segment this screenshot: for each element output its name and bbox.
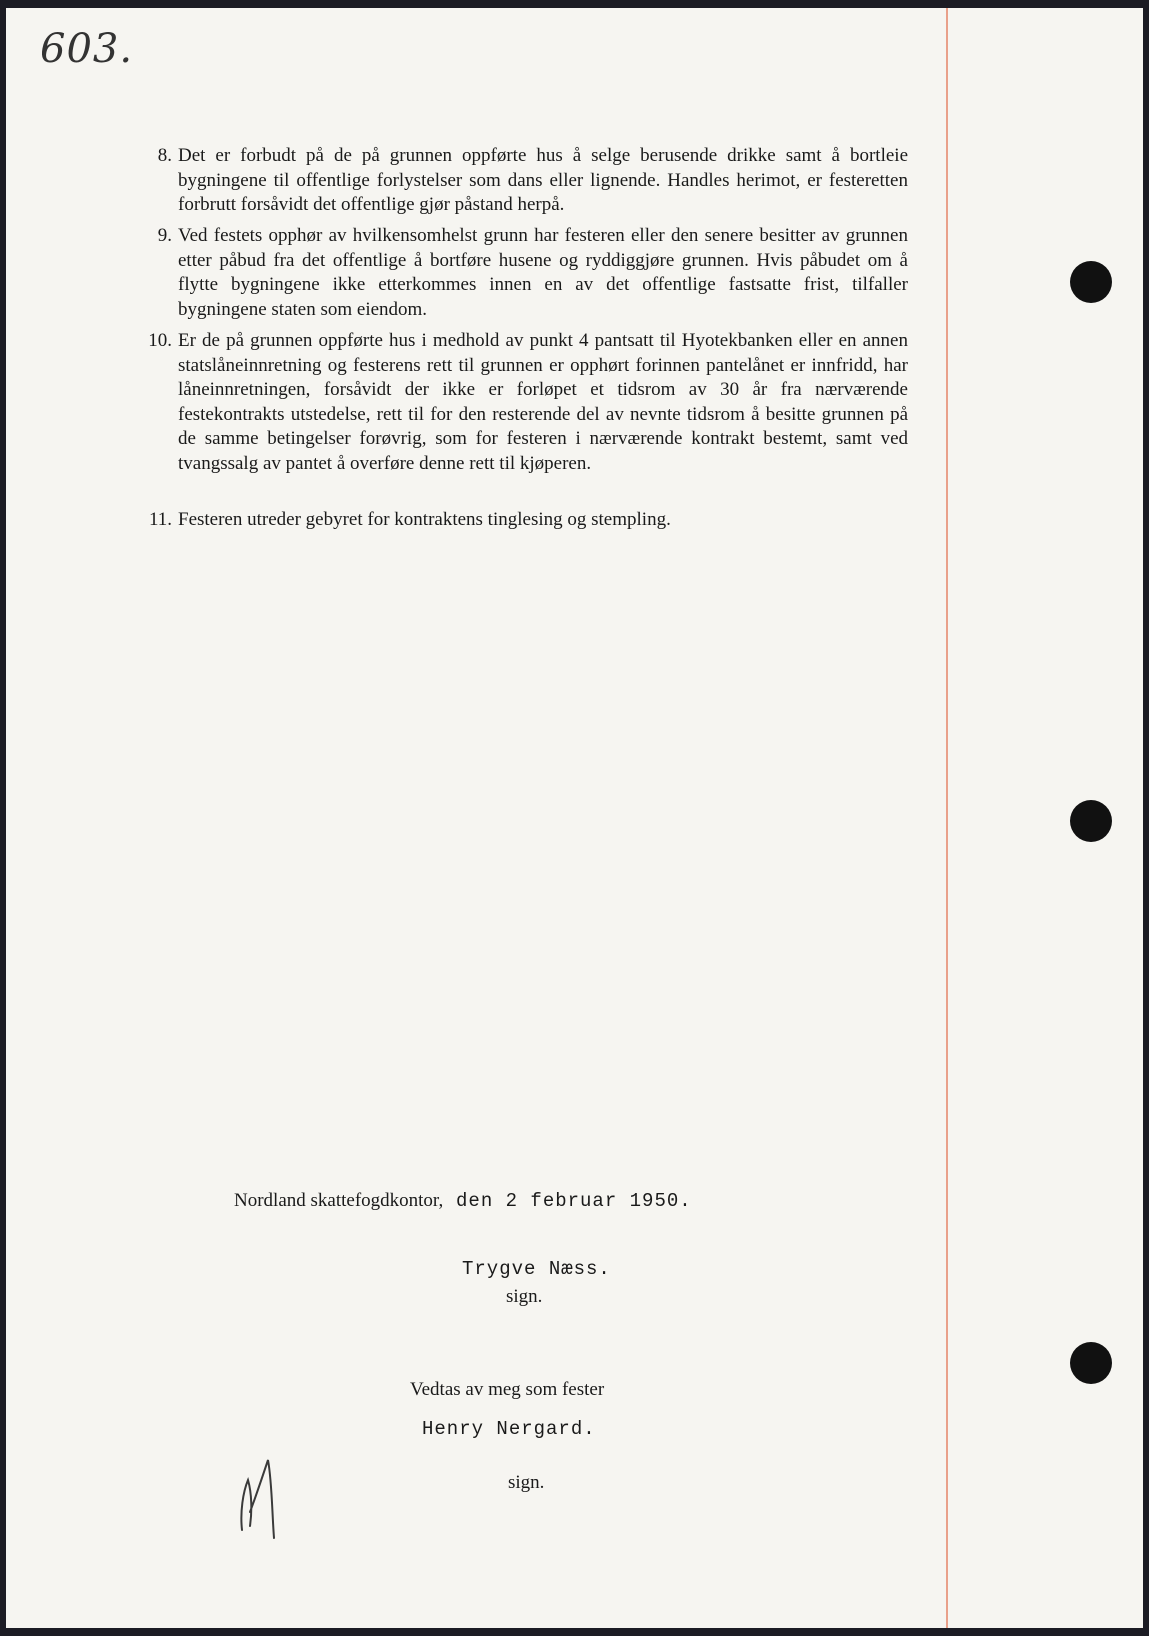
margin-rule	[946, 8, 948, 1628]
issuer-name: Trygve Næss.	[462, 1258, 611, 1280]
handwritten-initial-mark	[234, 1452, 294, 1542]
clause-number: 9.	[157, 225, 172, 246]
issue-date: den 2 februar 1950.	[456, 1190, 692, 1212]
clause-11	[128, 508, 908, 533]
punch-hole	[1070, 800, 1112, 842]
clause-number: 10.	[148, 330, 172, 351]
clause-text: Det er forbudt på de på grunnen oppførte hus å selge berusende drikke samt å bortleie bygningene til offentlige forlystelser som dans eller lignende. Handles herimot, er festeretten forbrutt forsåvidt det offentlige gjør påstand herpå.	[178, 145, 908, 215]
clause-9	[128, 224, 908, 322]
fester-name: Henry Nergard.	[422, 1418, 596, 1440]
clause-text: Ved festets opphør av hvilkensomhelst grunn har festeren eller den senere besitter av grunnen etter påbud fra det offentlige å bortføre husene og ryddiggjøre grunnen. Hvis påbudet om å flytte bygningene ikke etterkommes innen en av det offentlige fastsatte frist, tilfaller bygningene staten som eiendom.	[178, 225, 908, 320]
fester-sign-label: sign.	[508, 1472, 545, 1493]
clause-10	[128, 329, 908, 476]
clause-8	[128, 144, 908, 218]
acceptance-text: Vedtas av meg som fester	[410, 1379, 605, 1400]
clause-text: Er de på grunnen oppførte hus i medhold av punkt 4 pantsatt til Hyotekbanken eller en annen statslåneinnretning og festerens rett til grunnen er opphørt forinnen pantelånet er innfridd, har låneinnretningen, forsåvidt der ikke er forløpet et tidsrom av 30 år fra nærværende festekontrakts utstedelse, rett til for den resterende del av nevnte tidsrom å besitte grunnen på de samme betingelser forøvrig, som for festeren i nærværende kontrakt bestemt, samt ved tvangssalg av pantet å overføre denne rett til kjøperen.	[178, 330, 908, 474]
clause-number: 11.	[148, 509, 172, 530]
clause-text: Festeren utreder gebyret for kontraktens tinglesing og stempling.	[178, 509, 671, 530]
punch-hole	[1070, 261, 1112, 303]
place-date-line	[234, 1190, 692, 1212]
document-page	[6, 8, 1143, 1628]
clause-number: 8.	[157, 145, 172, 166]
handwritten-page-number: 603.	[40, 26, 134, 72]
punch-hole	[1070, 1342, 1112, 1384]
issuer-sign-label: sign.	[506, 1286, 543, 1307]
office-name: Nordland skattefogdkontor,	[234, 1190, 444, 1211]
